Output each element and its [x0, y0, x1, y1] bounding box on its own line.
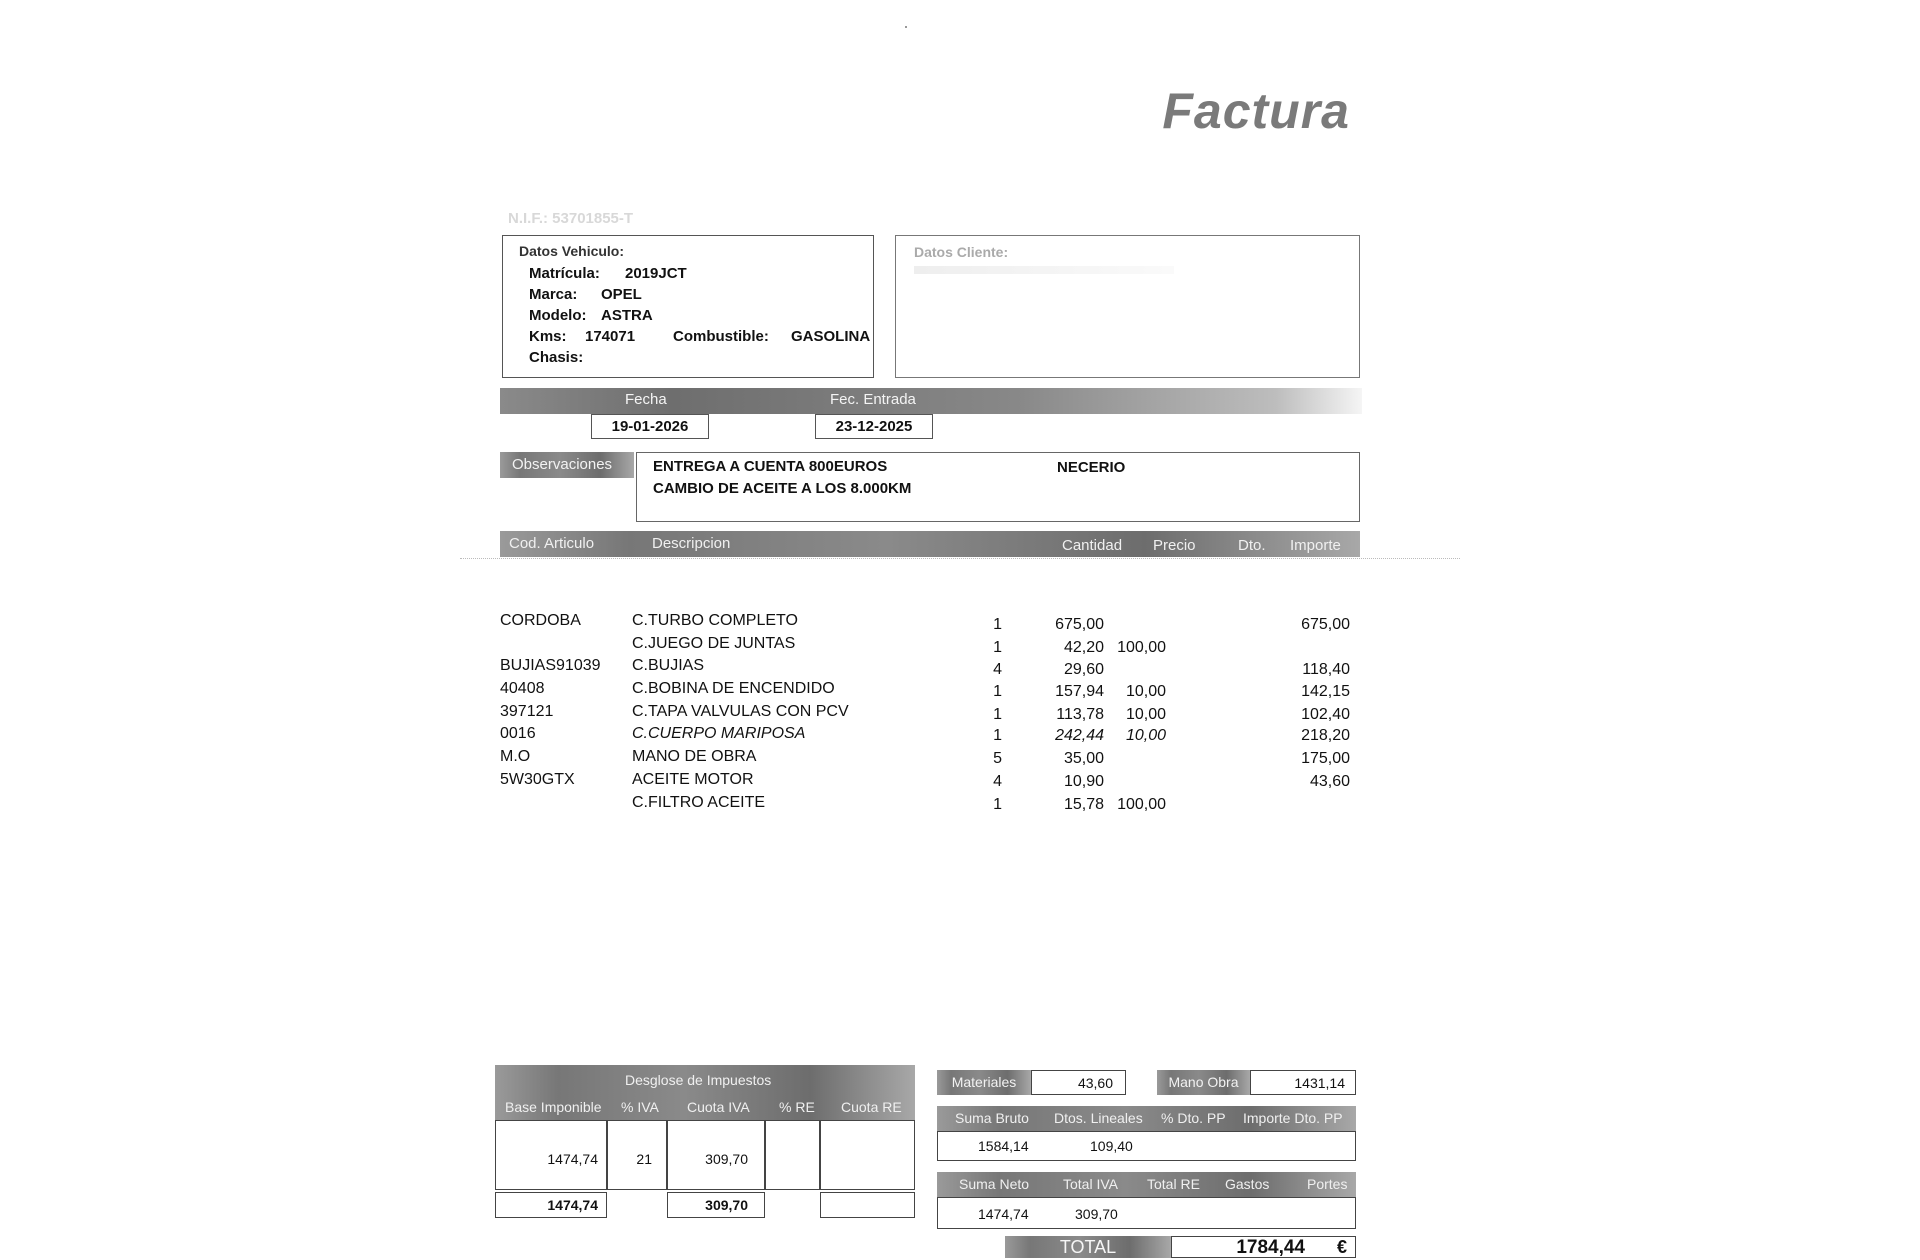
vehicle-data-box	[502, 235, 874, 378]
item-dto: 100,00	[1117, 796, 1166, 813]
observaciones-box	[636, 452, 1360, 522]
item-importe: 102,40	[1301, 706, 1350, 723]
item-cant: 1	[993, 639, 1002, 656]
client-heading: Datos Cliente:	[914, 244, 1009, 260]
item-precio: 29,60	[1063, 661, 1104, 678]
item-desc: C.CUERPO MARIPOSA	[632, 725, 806, 742]
tax-title: Desglose de Impuestos	[625, 1072, 772, 1088]
mano-obra-label: Mano Obra	[1157, 1070, 1250, 1095]
suma-bruto-value: 1584,14	[978, 1138, 1029, 1154]
item-cant: 1	[993, 727, 1002, 744]
client-data-box	[895, 235, 1360, 378]
item-cod: 5W30GTX	[500, 771, 575, 788]
suma-neto-header	[937, 1172, 1356, 1197]
dto-pp-label: % Dto. PP	[1161, 1110, 1226, 1126]
materiales-cell	[1031, 1070, 1126, 1095]
item-cod: CORDOBA	[500, 612, 581, 629]
tax-total-base-cell	[495, 1192, 607, 1218]
table-row	[500, 612, 1360, 634]
chasis-label: Chasis:	[529, 349, 584, 366]
tax-iva-cell	[607, 1120, 667, 1190]
item-cod: 0016	[500, 725, 536, 742]
dtos-lineales-value: 109,40	[1090, 1138, 1133, 1154]
total-re-label: Total RE	[1147, 1176, 1200, 1192]
item-precio: 675,00	[1055, 616, 1104, 633]
mano-obra-value: 1431,14	[1294, 1075, 1345, 1091]
fecha-value: 19-01-2026	[591, 414, 709, 439]
kms-value: 174071	[585, 328, 636, 345]
table-row	[500, 635, 1360, 657]
item-desc: MANO DE OBRA	[632, 748, 757, 765]
gastos-label: Gastos	[1225, 1176, 1270, 1192]
total-label: TOTAL	[1005, 1236, 1171, 1258]
mano-obra-cell	[1250, 1070, 1356, 1095]
col-cod: Cod. Articulo	[509, 535, 595, 552]
table-row	[500, 748, 1360, 770]
document-title: Factura	[1162, 83, 1350, 139]
nif-faded: N.I.F.: 53701855-T	[508, 210, 634, 227]
item-precio: 157,94	[1055, 683, 1104, 700]
total-iva-label: Total IVA	[1063, 1176, 1118, 1192]
item-cod: 40408	[500, 680, 545, 697]
item-desc: C.FILTRO ACEITE	[632, 794, 766, 811]
item-dto: 10,00	[1125, 683, 1166, 700]
total-cell	[1171, 1236, 1356, 1258]
suma-neto-row	[937, 1197, 1356, 1229]
dtos-lineales-label: Dtos. Lineales	[1054, 1110, 1143, 1126]
item-importe: 43,60	[1309, 773, 1350, 790]
matricula-value: 2019JCT	[625, 265, 687, 282]
tax-base-label: Base Imponible	[505, 1099, 602, 1115]
item-cant: 1	[993, 683, 1002, 700]
marca-value: OPEL	[601, 286, 642, 303]
matricula-label: Matrícula:	[529, 265, 600, 282]
kms-label: Kms:	[529, 328, 567, 345]
item-cod: M.O	[500, 748, 531, 765]
combustible-value: GASOLINA	[791, 328, 871, 345]
item-dto: 100,00	[1117, 639, 1166, 656]
observaciones-label: Observaciones	[500, 452, 634, 478]
tax-cuota-re-label: Cuota RE	[841, 1099, 902, 1115]
client-redacted-line	[914, 266, 1174, 274]
modelo-value: ASTRA	[601, 307, 653, 324]
materiales-label: Materiales	[937, 1070, 1031, 1095]
tax-total-base: 1474,74	[547, 1197, 598, 1213]
item-precio: 42,20	[1063, 639, 1104, 656]
item-desc: C.BUJIAS	[632, 657, 705, 674]
entrada-value: 23-12-2025	[815, 414, 933, 439]
table-row	[500, 794, 1360, 816]
suma-neto-value: 1474,74	[978, 1206, 1029, 1222]
item-cant: 1	[993, 706, 1002, 723]
observaciones-line1b: NECERIO	[1057, 459, 1126, 476]
tax-base-cell	[495, 1120, 607, 1190]
importe-dto-pp-label: Importe Dto. PP	[1243, 1110, 1343, 1126]
portes-label: Portes	[1307, 1176, 1348, 1192]
item-desc: C.TURBO COMPLETO	[632, 612, 798, 629]
tax-cuota-iva-cell	[667, 1120, 765, 1190]
table-row	[500, 657, 1360, 679]
col-dto: Dto.	[1238, 537, 1266, 554]
col-precio: Precio	[1153, 537, 1196, 554]
marca-label: Marca:	[529, 286, 578, 303]
total-value: 1784,44	[1236, 1237, 1305, 1258]
tax-breakdown-header	[495, 1065, 915, 1120]
tax-re-cell	[765, 1120, 820, 1190]
dates-header-bar	[500, 388, 1362, 414]
tax-cuota-iva-value: 309,70	[705, 1151, 748, 1167]
materiales-value: 43,60	[1077, 1075, 1113, 1091]
suma-bruto-label: Suma Bruto	[955, 1110, 1029, 1126]
item-cant: 1	[993, 616, 1002, 633]
suma-neto-label: Suma Neto	[959, 1176, 1030, 1192]
item-desc: C.BOBINA DE ENCENDIDO	[632, 680, 835, 697]
col-desc: Descripcion	[652, 535, 731, 552]
suma-bruto-row	[937, 1131, 1356, 1161]
table-row	[500, 680, 1360, 702]
table-row	[500, 725, 1360, 747]
item-cant: 4	[993, 773, 1002, 790]
col-cant: Cantidad	[1062, 537, 1123, 554]
item-precio: 15,78	[1063, 796, 1104, 813]
suma-bruto-header	[937, 1106, 1356, 1131]
scan-speck	[905, 26, 907, 28]
item-desc: C.JUEGO DE JUNTAS	[632, 635, 796, 652]
item-importe: 142,15	[1301, 683, 1350, 700]
tax-iva-value: 21	[636, 1151, 652, 1167]
item-precio: 35,00	[1063, 750, 1104, 767]
fecha-label: Fecha	[625, 391, 667, 408]
total-iva-value: 309,70	[1075, 1206, 1118, 1222]
vehicle-heading: Datos Vehiculo:	[519, 243, 625, 259]
item-cant: 1	[993, 796, 1002, 813]
dotted-separator	[460, 558, 1460, 559]
tax-iva-label: % IVA	[621, 1099, 659, 1115]
currency-symbol: €	[1336, 1237, 1347, 1257]
tax-total-cuota-cell	[667, 1192, 765, 1218]
item-cant: 5	[993, 750, 1002, 767]
observaciones-line2: CAMBIO DE ACEITE A LOS 8.000KM	[653, 480, 912, 497]
item-importe: 118,40	[1302, 661, 1350, 678]
item-cod: 397121	[500, 703, 554, 720]
item-dto: 10,00	[1125, 727, 1166, 744]
table-row	[500, 771, 1360, 793]
item-dto: 10,00	[1125, 706, 1166, 723]
item-importe: 675,00	[1301, 616, 1350, 633]
table-row	[500, 703, 1360, 725]
item-cant: 4	[993, 661, 1002, 678]
item-precio: 242,44	[1055, 727, 1104, 744]
items-header-bar	[500, 531, 1360, 557]
item-importe: 175,00	[1301, 750, 1350, 767]
tax-cuota-iva-label: Cuota IVA	[687, 1099, 750, 1115]
item-precio: 113,78	[1056, 706, 1104, 723]
col-importe: Importe	[1290, 537, 1341, 554]
entrada-label: Fec. Entrada	[830, 391, 916, 408]
modelo-label: Modelo:	[529, 307, 587, 324]
tax-cuota-re-cell	[820, 1120, 915, 1190]
item-importe: 218,20	[1301, 727, 1350, 744]
tax-total-re-cell	[820, 1192, 915, 1218]
tax-base-value: 1474,74	[547, 1151, 598, 1167]
item-precio: 10,90	[1063, 773, 1104, 790]
tax-total-cuota: 309,70	[705, 1197, 748, 1213]
item-desc: C.TAPA VALVULAS CON PCV	[632, 703, 849, 720]
combustible-label: Combustible:	[673, 328, 769, 345]
item-cod: BUJIAS91039	[500, 657, 601, 674]
tax-re-label: % RE	[779, 1099, 815, 1115]
item-desc: ACEITE MOTOR	[632, 771, 754, 788]
observaciones-line1: ENTREGA A CUENTA 800EUROS	[653, 458, 888, 475]
